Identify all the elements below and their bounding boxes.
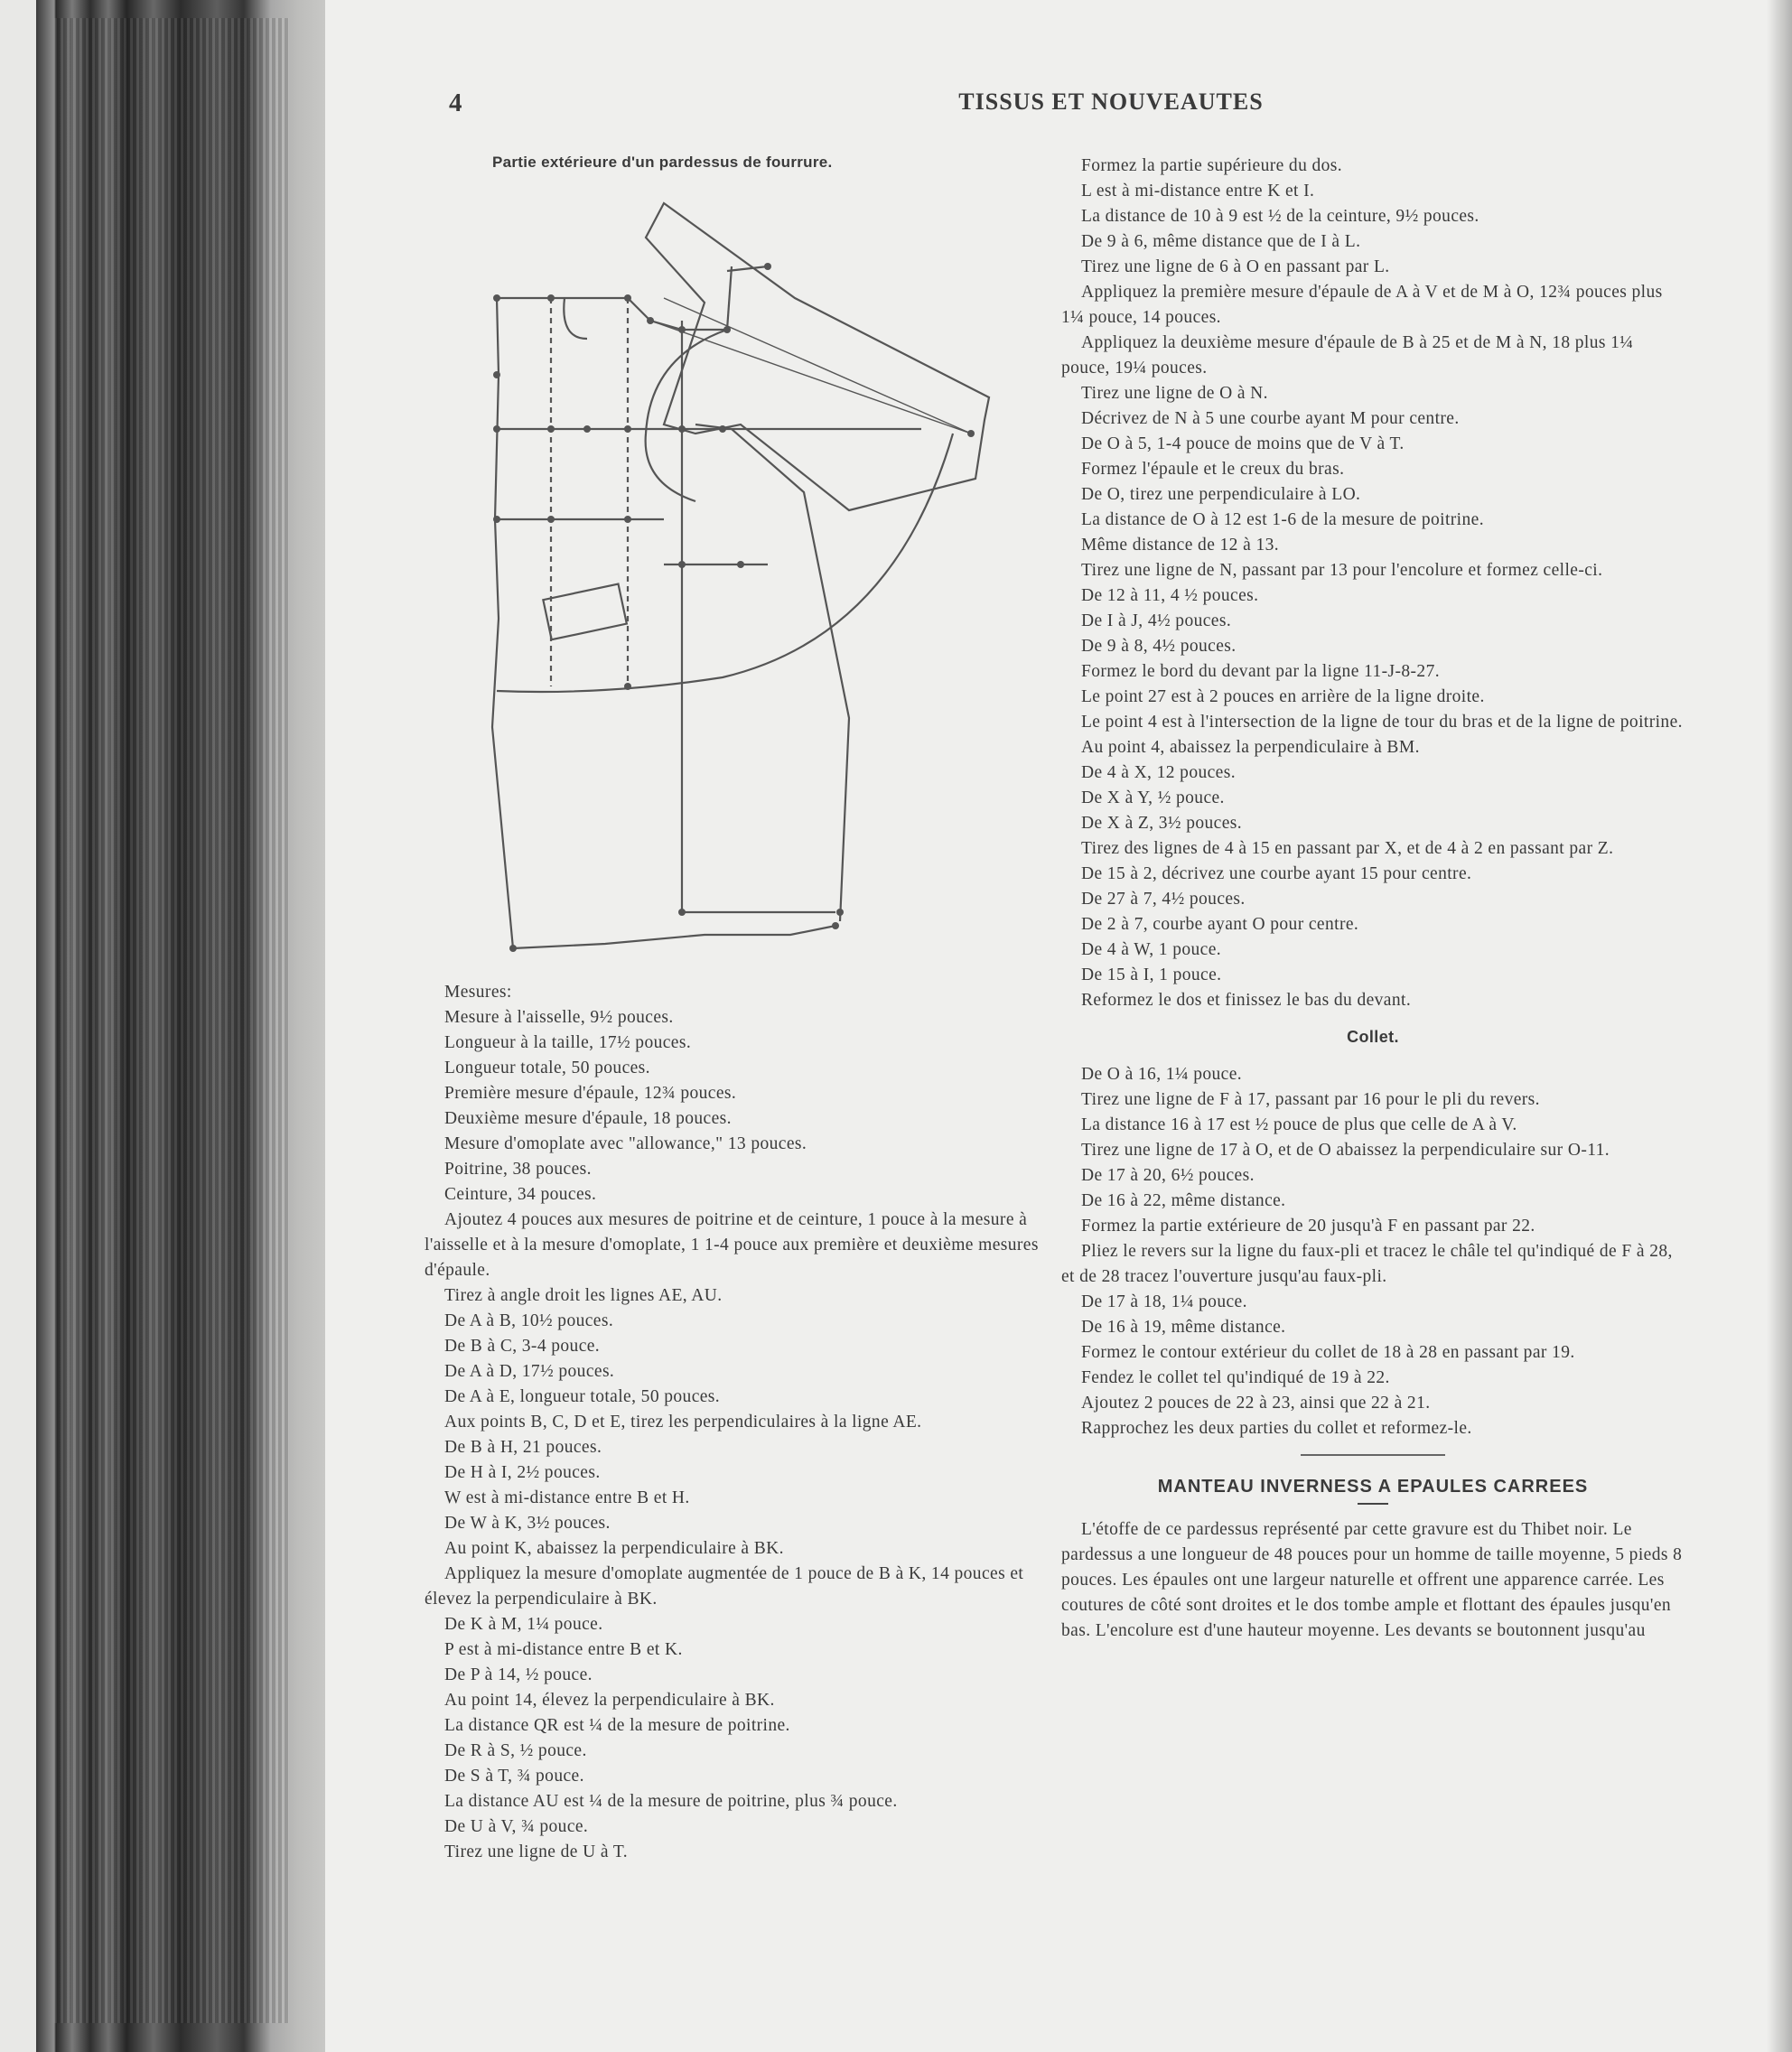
text-line: Longueur totale, 50 pouces. <box>444 1059 650 1077</box>
text-line: Formez la partie supérieure du dos. <box>1081 156 1343 175</box>
pattern-hem-curve <box>497 434 953 692</box>
text-line: Au point 4, abaissez la perpendiculaire à BM. <box>1081 738 1420 757</box>
text-line: Mesure à l'aisselle, 9½ pouces. <box>444 1008 674 1027</box>
text-line: W est à mi-distance entre B et H. <box>444 1488 690 1507</box>
text-line: Formez la partie extérieure de 20 jusqu'à F en passant par 22. <box>1081 1217 1535 1236</box>
running-head: TISSUS ET NOUVEAUTES <box>958 89 1264 115</box>
text-line: La distance de 10 à 9 est ½ de la ceinture, 9½ pouces. <box>1081 207 1479 226</box>
pattern-bottom-line <box>513 926 835 948</box>
text-line: La distance de O à 12 est 1-6 de la mesure de poitrine. <box>1081 510 1484 529</box>
section-divider <box>1301 1454 1445 1456</box>
pattern-back-line <box>492 298 513 948</box>
text-line: De A à E, longueur totale, 50 pouces. <box>444 1387 721 1406</box>
text-line: Pliez le revers sur la ligne du faux-pli et tracez le châle tel qu'indiqué de F à 28, et de 28 tracez l'ouverture jusqu'au faux-pli. <box>1061 1242 1673 1286</box>
pattern-pocket <box>543 584 626 640</box>
text-line: De 4 à W, 1 pouce. <box>1081 940 1222 959</box>
right-column-instructions <box>1061 154 1685 1013</box>
text-line: De O à 16, 1¼ pouce. <box>1081 1065 1243 1084</box>
text-line: Deuxième mesure d'épaule, 18 pouces. <box>444 1109 732 1128</box>
manteau-heading: MANTEAU INVERNESS A EPAULES CARREES <box>1157 1477 1589 1497</box>
text-line: Mesures: <box>444 983 512 1002</box>
text-line: De 9 à 6, même distance que de I à L. <box>1081 232 1361 251</box>
text-line: De 27 à 7, 4½ pouces. <box>1081 890 1246 909</box>
text-line: De K à M, 1¼ pouce. <box>444 1615 603 1634</box>
text-line: Aux points B, C, D et E, tirez les perpendiculaires à la ligne AE. <box>444 1413 922 1432</box>
text-line: De 16 à 22, même distance. <box>1081 1191 1286 1210</box>
text-line: Tirez une ligne de U à T. <box>444 1842 628 1861</box>
heading-underline <box>1358 1503 1388 1505</box>
text-line: Le point 27 est à 2 pouces en arrière de la ligne droite. <box>1081 687 1485 706</box>
text-line: De X à Y, ½ pouce. <box>1081 788 1225 807</box>
text-line: Première mesure d'épaule, 12¾ pouces. <box>444 1084 737 1103</box>
figure-caption: Partie extérieure d'un pardessus de fourrure. <box>492 154 833 171</box>
text-line: Ceinture, 34 pouces. <box>444 1185 597 1204</box>
text-line: De U à V, ¾ pouce. <box>444 1817 589 1836</box>
text-line: De X à Z, 3½ pouces. <box>1081 814 1243 833</box>
pattern-front-line <box>695 424 849 921</box>
text-line: Formez le bord du devant par la ligne 11-J-8-27. <box>1081 662 1440 681</box>
collet-instructions <box>1061 1062 1685 1441</box>
text-line: De 17 à 20, 6½ pouces. <box>1081 1166 1255 1185</box>
text-line: De H à I, 2½ pouces. <box>444 1463 601 1482</box>
text-line: De A à D, 17½ pouces. <box>444 1362 615 1381</box>
text-line: Tirez une ligne de N, passant par 13 pour l'encolure et formez celle-ci. <box>1081 561 1603 580</box>
text-line: Formez l'épaule et le creux du bras. <box>1081 460 1345 479</box>
pattern-top-line <box>497 298 727 330</box>
text-line: Décrivez de N à 5 une courbe ayant M pour centre. <box>1081 409 1460 428</box>
text-line: Au point K, abaissez la perpendiculaire à BK. <box>444 1539 784 1558</box>
text-line: Même distance de 12 à 13. <box>1081 536 1280 555</box>
text-line: Formez le contour extérieur du collet de 18 à 28 en passant par 19. <box>1081 1343 1575 1362</box>
text-line: Longueur à la taille, 17½ pouces. <box>444 1033 692 1052</box>
page-gutter-shadow <box>1767 0 1792 2052</box>
page-edge-lines <box>54 18 289 2023</box>
right-column <box>1061 154 1685 1644</box>
text-line: De 12 à 11, 4 ½ pouces. <box>1081 586 1259 605</box>
text-line: De O à 5, 1-4 pouce de moins que de V à T. <box>1081 434 1405 453</box>
text-line: De I à J, 4½ pouces. <box>1081 611 1232 630</box>
text-line: Appliquez la mesure d'omoplate augmentée de 1 pouce de B à K, 14 pouces et élevez la perpendiculaire à BK. <box>425 1564 1024 1609</box>
book-page-edges <box>0 0 325 2052</box>
pattern-shoulder-piece <box>646 203 989 510</box>
text-line: Au point 14, élevez la perpendiculaire à BK. <box>444 1691 775 1710</box>
text-line: De R à S, ½ pouce. <box>444 1741 587 1760</box>
text-line: De 2 à 7, courbe ayant O pour centre. <box>1081 915 1359 934</box>
text-line: L est à mi-distance entre K et I. <box>1081 182 1315 201</box>
text-line: De S à T, ¾ pouce. <box>444 1767 584 1786</box>
collet-heading: Collet. <box>1347 1028 1399 1046</box>
text-line: De B à C, 3-4 pouce. <box>444 1337 601 1356</box>
text-line: Tirez une ligne de 6 à O en passant par L. <box>1081 257 1390 276</box>
text-line: Appliquez la première mesure d'épaule de A à V et de M à O, 12¾ pouces plus 1¼ pouce, 14 pouces. <box>1061 283 1663 327</box>
text-line: De A à B, 10½ pouces. <box>444 1311 614 1330</box>
text-line: Appliquez la deuxième mesure d'épaule de B à 25 et de M à N, 18 plus 1¼ pouce, 19¼ pouces. <box>1061 333 1634 378</box>
text-line: Le point 4 est à l'intersection de la ligne de tour du bras et de la ligne de poitrine. <box>1081 713 1683 732</box>
text-line: Poitrine, 38 pouces. <box>444 1160 592 1179</box>
text-line: Tirez une ligne de F à 17, passant par 16 pour le pli du revers. <box>1081 1090 1540 1109</box>
text-line: De P à 14, ½ pouce. <box>444 1665 593 1684</box>
text-line: Fendez le collet tel qu'indiqué de 19 à 22. <box>1081 1368 1390 1387</box>
text-line: Ajoutez 4 pouces aux mesures de poitrine et de ceinture, 1 pouce à la mesure à l'aisselle et à la mesure d'omoplate, 1 1-4 pouce aux première et deuxième mesures d'épaule. <box>425 1210 1039 1280</box>
text-line: De 16 à 19, même distance. <box>1081 1318 1286 1337</box>
text-line: La distance QR est ¼ de la mesure de poitrine. <box>444 1716 790 1735</box>
text-line: Rapprochez les deux parties du collet et reformez-le. <box>1081 1419 1472 1438</box>
text-line: De W à K, 3½ pouces. <box>444 1514 611 1533</box>
text-line: Tirez une ligne de 17 à O, et de O abaissez la perpendiculaire sur O-11. <box>1081 1141 1610 1160</box>
page-number: 4 <box>449 89 462 117</box>
text-line: De 15 à 2, décrivez une courbe ayant 15 pour centre. <box>1081 864 1472 883</box>
text-line: De 15 à I, 1 pouce. <box>1081 965 1222 984</box>
text-line: De B à H, 21 pouces. <box>444 1438 602 1457</box>
text-line: Tirez à angle droit les lignes AE, AU. <box>444 1286 723 1305</box>
text-line: La distance AU est ¼ de la mesure de poitrine, plus ¾ pouce. <box>444 1792 898 1811</box>
text-line: P est à mi-distance entre B et K. <box>444 1640 683 1659</box>
text-line: Ajoutez 2 pouces de 22 à 23, ainsi que 22 à 21. <box>1081 1394 1431 1413</box>
text-line: La distance 16 à 17 est ½ pouce de plus que celle de A à V. <box>1081 1115 1517 1134</box>
left-column <box>425 980 1048 1865</box>
pattern-drawing <box>470 194 994 980</box>
text-line: De 4 à X, 12 pouces. <box>1081 763 1236 782</box>
text-line: De 17 à 18, 1¼ pouce. <box>1081 1292 1247 1311</box>
text-line: Mesure d'omoplate avec "allowance," 13 pouces. <box>444 1134 807 1153</box>
text-line: Tirez des lignes de 4 à 15 en passant par X, et de 4 à 2 en passant par Z. <box>1081 839 1614 858</box>
text-line: Tirez une ligne de O à N. <box>1081 384 1268 403</box>
text-line: De O, tirez une perpendiculaire à LO. <box>1081 485 1361 504</box>
text-line: De 9 à 8, 4½ pouces. <box>1081 637 1237 656</box>
pattern-neck-curve <box>564 298 587 339</box>
text-line: Reformez le dos et finissez le bas du devant. <box>1081 991 1412 1010</box>
manteau-paragraph: L'étoffe de ce pardessus représenté par cette gravure est du Thibet noir. Le pardessus a une longueur de 48 pouces pour un homme de taille moyenne, 5 pieds 8 pouces. Les épaules ont une largeur naturelle et offrent une apparence carrée. Les coutures de côté sont droites et le dos tombe ample et flottant des épaules jusqu'en bas. L'encolure est d'une hauteur moyenne. Les devants se boutonnent jusqu'au <box>1061 1520 1683 1640</box>
